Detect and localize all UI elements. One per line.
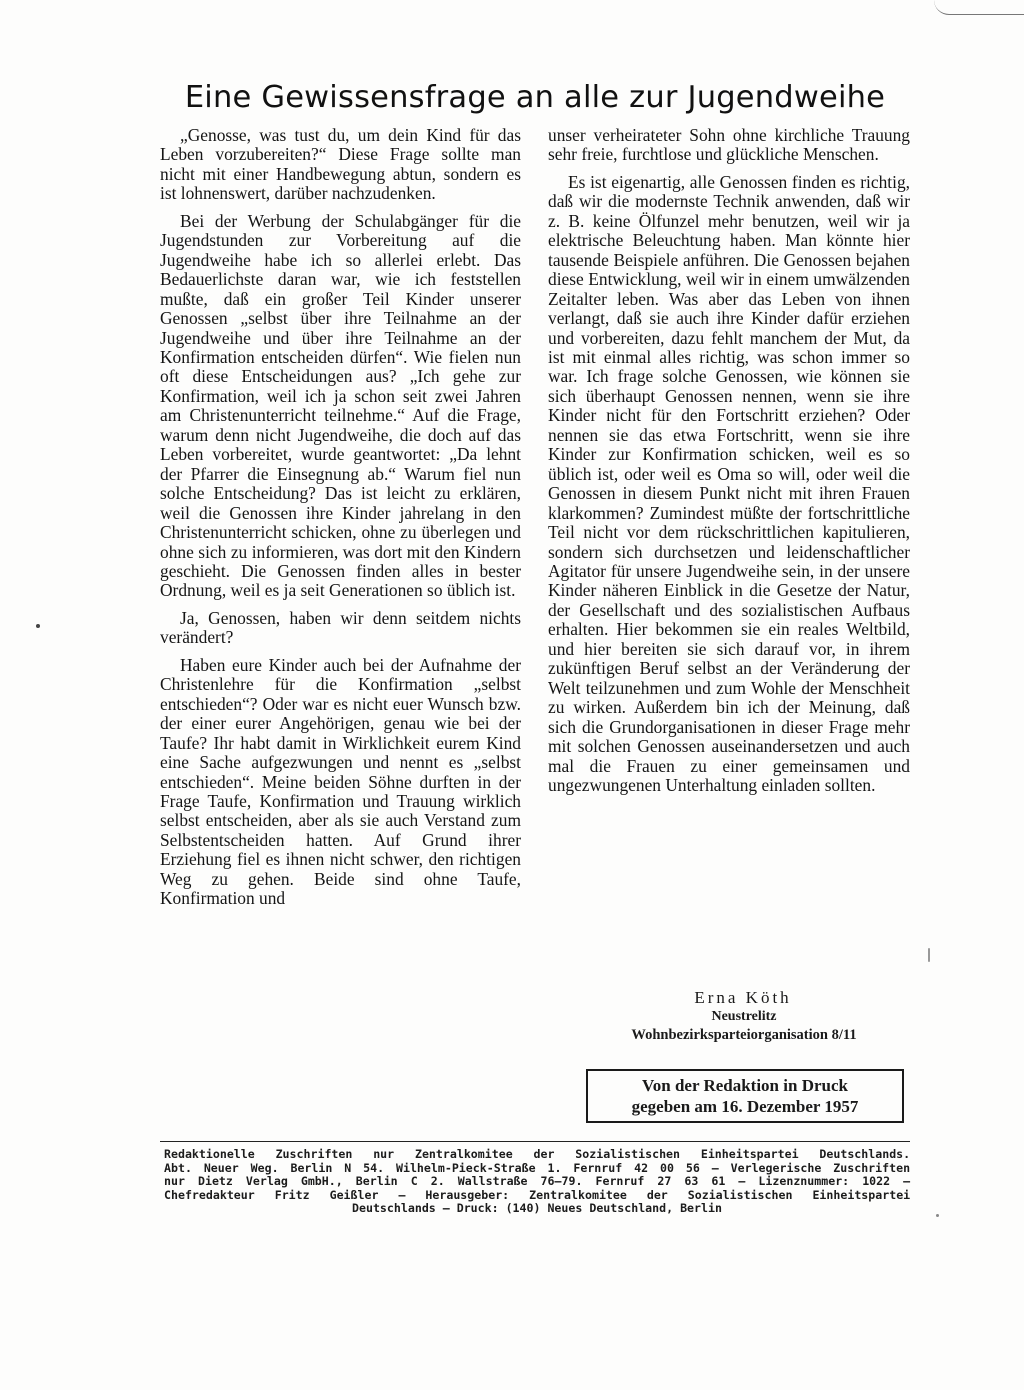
colophon xyxy=(164,1148,910,1216)
scan-speck xyxy=(928,948,930,962)
author-name: Erna Köth xyxy=(694,988,792,1007)
colophon-line: nur Dietz Verlag GmbH., Berlin C 2. Wallstraße 76–79. Fernruf 27 63 61 – Lizenznummer: 1022 – xyxy=(164,1174,911,1189)
footer-divider xyxy=(160,1141,910,1142)
colophon-line: Deutschlands – Druck: (140) Neues Deutschland, Berlin xyxy=(352,1201,722,1216)
paragraph-continued: unser verheirateter Sohn ohne kirchliche Trauung sehr freie, furchtlose und glückliche Menschen. xyxy=(548,125,910,165)
colophon-line: Redaktionelle Zuschriften nur Zentralkomitee der Sozialistischen Einheitspartei Deutschlands. xyxy=(164,1147,911,1161)
print-notice-line-1: Von der Redaktion in Druck xyxy=(642,1076,848,1095)
scan-speck xyxy=(36,624,40,628)
article-title: Eine Gewissensfrage an alle zur Jugendweihe xyxy=(184,80,886,115)
paragraph: „Genosse, was tust du, um dein Kind für das Leben vorzubereiten?“ Diese Frage sollte man nicht mit einer Handbewegung abtun, sondern es ist lohnenswert, darüber nachzudenken. xyxy=(160,125,521,204)
left-column xyxy=(160,126,521,917)
colophon-line: Chefredakteur Fritz Geißler – Herausgeber: Zentralkomitee der Sozialistischen Einheitspartei xyxy=(164,1187,911,1202)
right-column xyxy=(548,126,910,803)
paragraph: Ja, Genossen, haben wir denn seitdem nichts verändert? xyxy=(160,607,521,648)
print-notice-line-2: gegeben am 16. Dezember 1957 xyxy=(631,1097,859,1116)
paragraph: Bei der Werbung der Schulabgänger für die Jugendstunden zur Vorbereitung auf die Jugendweihe habe ich so allerlei erlebt. Das Bedauerlichste daran war, wie ich feststellen mußte, daß ein großer Teil Kinder unserer Genossen „selbst über ihre Teilnahme an der Jugendweihe und über ihre Teilnahme an der Konfirmation entscheiden dürfen“. Wie fielen nun oft diese Entscheidungen aus? „Ich gehe zur Konfirmation, weil ich ja schon seit zwei Jahren am Christenunterricht teilnehme.“ Auf die Frage, warum denn nicht Jugendweihe, die doch auf das Leben vorbereitet, wurde geantwortet: „Da lehnt der Pfarrer die Einsegnung ab.“ Warum fiel nun solche Entscheidung? Das ist leicht zu erklären, weil die Genossen ihre Kinder jahrelang in den Christenunterricht schicken, ohne zu überlegen und ohne sich zu informieren, was dort mit den Kindern geschieht. Die Genossen finden alles in bester Ordnung, weil es ja seit Generationen so üblich ist. xyxy=(160,210,521,601)
paragraph: Es ist eigenartig, alle Genossen finden es richtig, daß wir die modernste Technik anwenden, daß wir z. B. keine Ölfunzel mehr benutzen, weil wir ja elektrische Beleuchtung haben. Man könnte hier tausende Beispiele anführen. Die Genossen bejahen diese Entwicklung, weil wir in einem umwälzenden Zeitalter leben. Was aber das Leben von ihnen verlangt, daß sie auch ihre Kinder dafür erziehen und vorbereiten, dazu fehlt manchem der Mut, da ist mit einmal alles richtig, was schon immer so war. Ich frage solche Genossen, wie können sie sich überhaupt Genossen nennen, wenn sie ihre Kinder nicht für den Fortschritt erziehen? Oder nennen sie das etwa Fortschritt, wenn sie ihre Kinder zur Konfirmation schicken, weil es so üblich ist, oder weil es Oma so will, oder weil die Genossen in diesem Punkt nicht mit ihren Frauen klarkommen? Zumindest müßte der fortschrittliche Teil nicht vor dem rückschrittlichen kapitulieren, sondern sich durchsetzen und leidenschaftlicher Agitator für unsere Jugendweihe sein, in der unsere Kinder näheren Einblick in die Gesetze der Natur, der Gesellschaft und des sozialistischen Aufbaus erhalten. Hier bekommen sie ein reales Weltbild, und hier bereiten sie sich darauf vor, in ihrem zukünftigen Beruf selbst an der Veränderung der Welt teilzunehmen und zum Wohle der Menschheit zu wirken. Außerdem bin ich der Meinung, daß sich die Grundorganisationen in dieser Frage mehr mit solchen Genossen auseinandersetzen und auch mal die Frauen zu einer gemeinsamen und ungezwungenen Unterhaltung einladen sollten. xyxy=(548,171,910,795)
colophon-line: Abt. Neuer Weg. Berlin N 54. Wilhelm-Pieck-Straße 1. Fernruf 42 00 56 – Verlegerische Zuschriften xyxy=(164,1160,911,1175)
signature-block xyxy=(548,988,910,1044)
author-organization: Wohnbezirksparteiorganisation 8/11 xyxy=(631,1027,857,1043)
corner-scan-mark xyxy=(934,0,1024,15)
scan-speck xyxy=(936,1214,939,1217)
author-place: Neustrelitz xyxy=(711,1009,777,1024)
print-date-box xyxy=(586,1069,904,1123)
paragraph: Haben eure Kinder auch bei der Aufnahme der Christenlehre für die Konfirmation „selbst entschieden“? Oder war es nicht euer Wunsch bzw. der einer eurer Angehörigen, genau wie bei der Taufe? Ihr habt damit in Wirklichkeit eurem Kind eine Sache aufgezwungen und nennt es „selbst entschieden“. Meine beiden Söhne durften in der Frage Taufe, Konfirmation und Trauung wirklich selbst entscheiden, aber als sie auch Verstand zum Selbstentscheiden hatten. Auf Grund ihrer Erziehung fiel es ihnen nicht schwer, den richtigen Weg zu gehen. Beide sind ohne Taufe, Konfirmation und xyxy=(160,654,521,909)
